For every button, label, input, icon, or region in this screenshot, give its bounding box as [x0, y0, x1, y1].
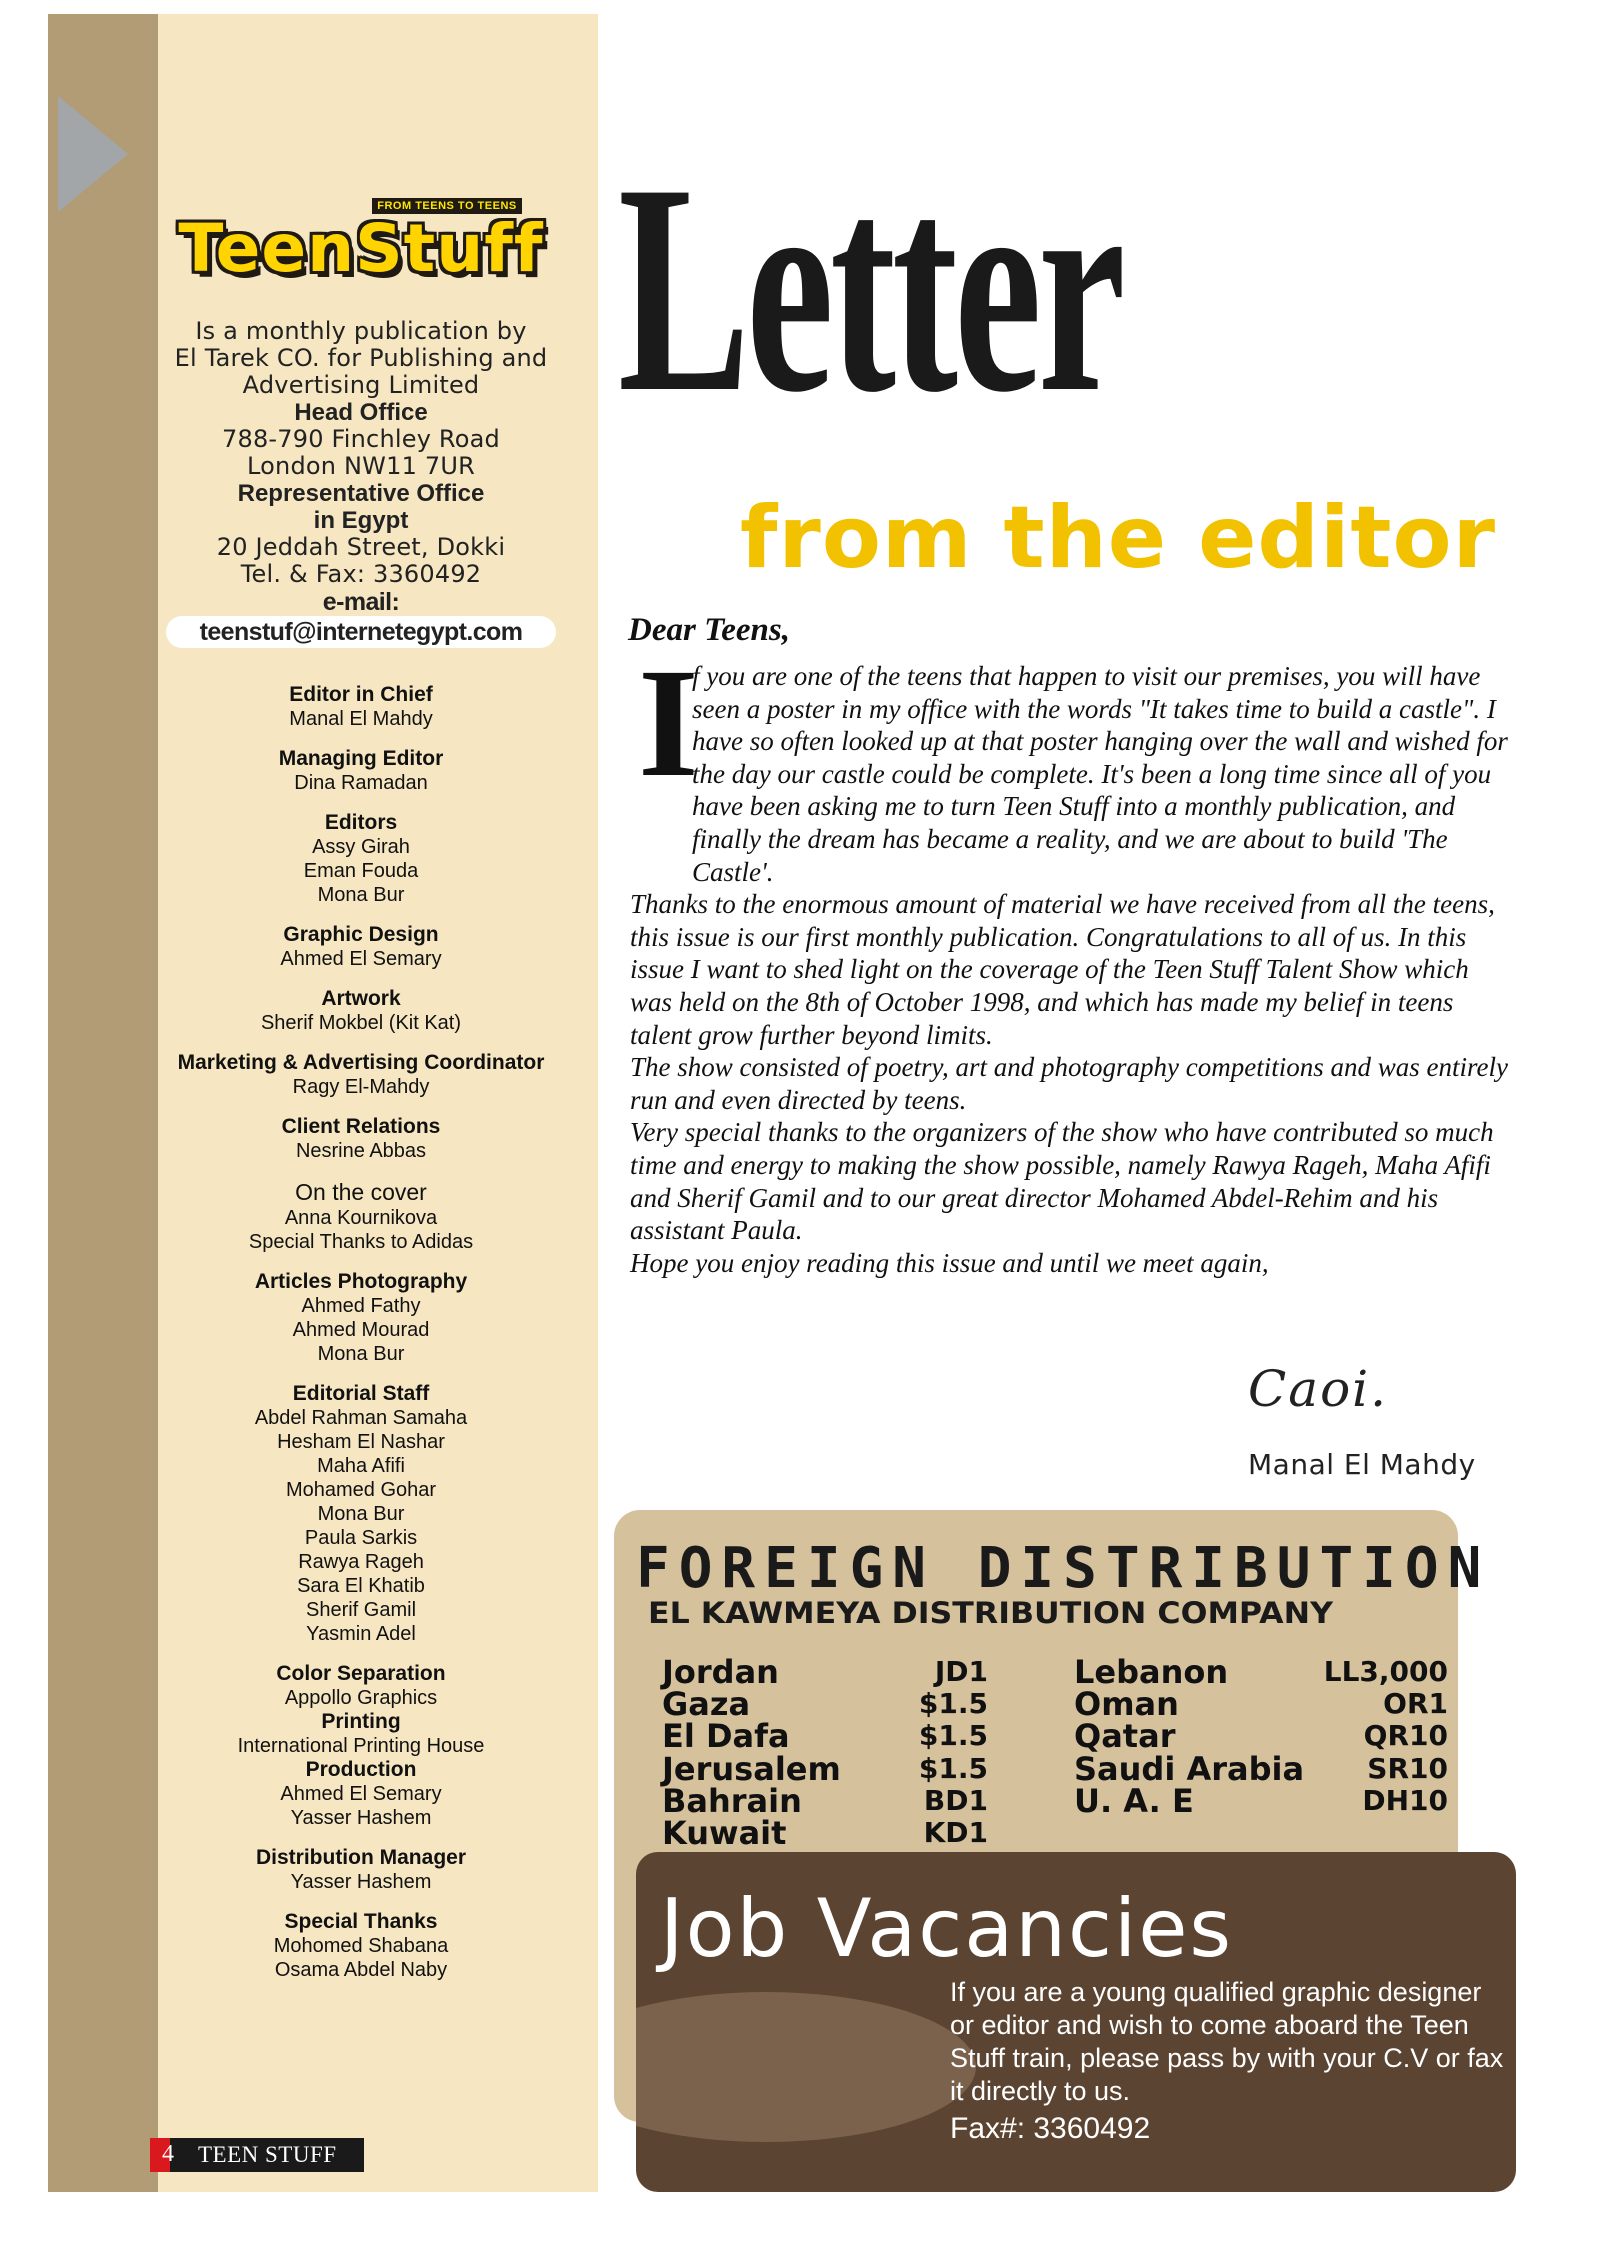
arrow-icon — [58, 96, 128, 212]
page-number: 4 — [162, 2141, 174, 2167]
credit-title: Special Thanks — [284, 1910, 438, 1933]
credit-name: Maha Afifi — [317, 1455, 405, 1477]
distribution-price: OR1 — [1383, 1687, 1448, 1721]
distribution-price: SR10 — [1367, 1751, 1448, 1785]
distribution-price: QR10 — [1363, 1719, 1448, 1753]
credit-name: Assy Girah — [312, 836, 410, 858]
job-vacancies-text: If you are a young qualified graphic designer or editor and wish to come aboard the Teen Stuff train, please pass by with your C.V or fax it directly to us. — [950, 1977, 1504, 2106]
credit-name: Ahmed El Semary — [280, 948, 442, 970]
distribution-price: $1.5 — [918, 1719, 988, 1753]
email-address[interactable]: teenstuf@internetegypt.com — [166, 616, 557, 648]
rep-office-label: Representative Office — [237, 480, 485, 507]
credit-title: Client Relations — [281, 1115, 441, 1138]
credit-name: Sherif Gamil — [305, 1599, 417, 1621]
rep-office-address-line: 20 Jeddah Street, Dokki — [216, 533, 506, 561]
credit-group — [162, 1910, 560, 1982]
credit-name: Sherif Mokbel (Kit Kat) — [260, 1012, 462, 1034]
distribution-price: $1.5 — [918, 1751, 988, 1785]
credit-title: Editorial Staff — [292, 1382, 430, 1405]
credit-group — [162, 923, 560, 971]
credit-name: Mona Bur — [317, 1343, 405, 1365]
credit-title: Managing Editor — [278, 747, 444, 770]
credit-title: Editor in Chief — [289, 683, 433, 706]
credit-name: Yasmin Adel — [306, 1623, 416, 1645]
credit-group — [162, 747, 560, 795]
letter-paragraph: f you are one of the teens that happen to visit our premises, you will have seen a poster in my office with the words "It takes time to build a castle". I have so often looked up at that poster hanging over the wall and wished for the day our castle could be complete. It's been a long time since all of you have been asking me to turn Teen Stuff into a monthly publication, and finally the dream has became a reality, and we are about to build 'The Castle'. — [692, 661, 1508, 887]
head-office-address-line: 788-790 Finchley Road — [222, 425, 500, 453]
publisher-intro-line: El Tarek CO. for Publishing and — [174, 344, 548, 372]
drop-cap: I — [638, 636, 699, 809]
distribution-country: Qatar — [1074, 1717, 1176, 1756]
distribution-price: $1.5 — [918, 1687, 988, 1721]
credit-name: Ragy El-Mahdy — [292, 1076, 430, 1098]
credit-name: Yasser Hashem — [290, 1871, 432, 1893]
letter-paragraph: The show consisted of poetry, art and photography competitions and was entirely run and even directed by teens. — [630, 1052, 1508, 1115]
credit-group — [162, 1115, 560, 1163]
distribution-price: JD1 — [934, 1655, 988, 1688]
teenstuff-logo — [162, 196, 560, 288]
publisher-intro-line: Advertising Limited — [242, 371, 480, 399]
logo-wordmark: TeenStuff — [178, 210, 544, 287]
credit-name: Eman Fouda — [303, 860, 419, 882]
head-office-address-line: London NW11 7UR — [247, 452, 475, 480]
credit-group — [162, 1710, 560, 1758]
credits-list — [162, 683, 560, 1998]
publisher-intro-line: Is a monthly publication by — [195, 317, 527, 345]
credit-name: Mona Bur — [317, 884, 405, 906]
credit-group — [162, 1179, 560, 1254]
credit-name: Rawya Rageh — [298, 1551, 424, 1573]
credit-name: Anna Kournikova — [284, 1207, 438, 1229]
distribution-country: El Dafa — [662, 1717, 790, 1756]
distribution-country: Gaza — [662, 1685, 751, 1724]
distribution-price: LL3,000 — [1323, 1655, 1448, 1688]
credit-name: Mohomed Shabana — [273, 1935, 449, 1957]
rep-office-address-line: Tel. & Fax: 3360492 — [240, 560, 482, 588]
distribution-country: Oman — [1074, 1685, 1179, 1724]
credit-name: Nesrine Abbas — [295, 1140, 427, 1162]
distribution-company: EL KAWMEYA DISTRIBUTION COMPANY — [648, 1596, 1333, 1630]
credit-name: Appollo Graphics — [284, 1687, 438, 1709]
credit-title: On the cover — [295, 1179, 427, 1205]
credit-name: Osama Abdel Naby — [274, 1959, 448, 1981]
credit-name: Ahmed Fathy — [301, 1295, 421, 1317]
credit-name: Sara El Khatib — [297, 1575, 425, 1597]
distribution-country: Jerusalem — [662, 1749, 841, 1788]
credit-name: International Printing House — [237, 1735, 485, 1757]
credit-group — [162, 1662, 560, 1710]
distribution-country: U. A. E — [1074, 1781, 1194, 1820]
job-fax-number: Fax#: 3360492 — [950, 2112, 1151, 2145]
credit-title: Articles Photography — [254, 1270, 468, 1293]
credit-name: Dina Ramadan — [294, 772, 428, 794]
letter-salutation: Dear Teens, — [628, 612, 790, 648]
job-vacancies-title: Job Vacancies — [660, 1882, 1234, 1975]
credit-title: Graphic Design — [283, 923, 439, 946]
signer-name: Manal El Mahdy — [1248, 1448, 1476, 1481]
credit-name: Manal El Mahdy — [289, 708, 433, 730]
page-title: Letter — [618, 122, 1122, 454]
head-office-label: Head Office — [294, 399, 428, 426]
credit-title: Printing — [321, 1710, 401, 1733]
logo-tagline: FROM TEENS TO TEENS — [372, 198, 522, 214]
credit-title: Editors — [324, 811, 398, 834]
distribution-country: Lebanon — [1074, 1653, 1229, 1691]
letter-paragraph: Very special thanks to the organizers of the show who have contributed so much time and energy to making the show possible, namely Rawya Rageh, Maha Afifi and Sherif Gamil and to our great director Mohamed Abdel-Rehim and his assistant Paula. — [630, 1117, 1494, 1246]
distribution-title: FOREIGN DISTRIBUTION — [636, 1536, 1491, 1601]
credit-title: Marketing & Advertising Coordinator — [177, 1051, 545, 1074]
credit-group — [162, 1270, 560, 1366]
rep-office-label: in Egypt — [313, 507, 409, 534]
credit-name: Abdel Rahman Samaha — [254, 1407, 468, 1429]
credit-title: Color Separation — [276, 1662, 446, 1685]
credit-name: Special Thanks to Adidas — [248, 1231, 474, 1253]
distribution-country: Kuwait — [662, 1814, 787, 1852]
credit-title: Production — [305, 1758, 417, 1781]
editor-signature: Caoi. — [1248, 1360, 1389, 1418]
credit-group — [162, 1846, 560, 1894]
credit-name: Ahmed El Semary — [280, 1783, 442, 1805]
credit-group — [162, 1382, 560, 1646]
sidebar-band — [48, 14, 158, 2192]
magazine-name: TEEN STUFF — [198, 2142, 337, 2167]
credit-name: Paula Sarkis — [304, 1527, 418, 1549]
decorative-swirl — [636, 1992, 976, 2142]
distribution-country: Jordan — [662, 1653, 779, 1691]
distribution-country: Bahrain — [662, 1781, 802, 1820]
credit-group — [162, 811, 560, 907]
credit-name: Hesham El Nashar — [277, 1431, 445, 1453]
credit-name: Ahmed Mourad — [292, 1319, 430, 1341]
letter-paragraph: Thanks to the enormous amount of material we have received from all the teens, this issue is our first monthly publication. Congratulations to all of us. In this issue I want to shed light on the coverage of the Teen Stuff Talent Show which was held on the 8th of October 1998, and which has made my belief in teens talent grow further beyond limits. — [630, 889, 1495, 1050]
letter-paragraph: Hope you enjoy reading this issue and until we meet again, — [630, 1247, 1269, 1278]
credit-name: Yasser Hashem — [290, 1807, 432, 1829]
credit-title: Distribution Manager — [255, 1846, 466, 1869]
distribution-price: KD1 — [923, 1816, 988, 1849]
credit-group — [162, 1051, 560, 1099]
page-subtitle: from the editor — [740, 488, 1497, 588]
credit-name: Mona Bur — [317, 1503, 405, 1525]
credit-group — [162, 1758, 560, 1830]
distribution-country: Saudi Arabia — [1074, 1749, 1305, 1788]
credit-name: Mohamed Gohar — [285, 1479, 437, 1501]
distribution-price: BD1 — [923, 1783, 988, 1817]
publisher-info — [162, 318, 560, 648]
letter-body — [630, 660, 1510, 1279]
distribution-price: DH10 — [1362, 1783, 1448, 1817]
email-label: e-mail: — [322, 588, 400, 616]
credit-group — [162, 683, 560, 731]
credit-group — [162, 987, 560, 1035]
credit-title: Artwork — [321, 987, 401, 1010]
